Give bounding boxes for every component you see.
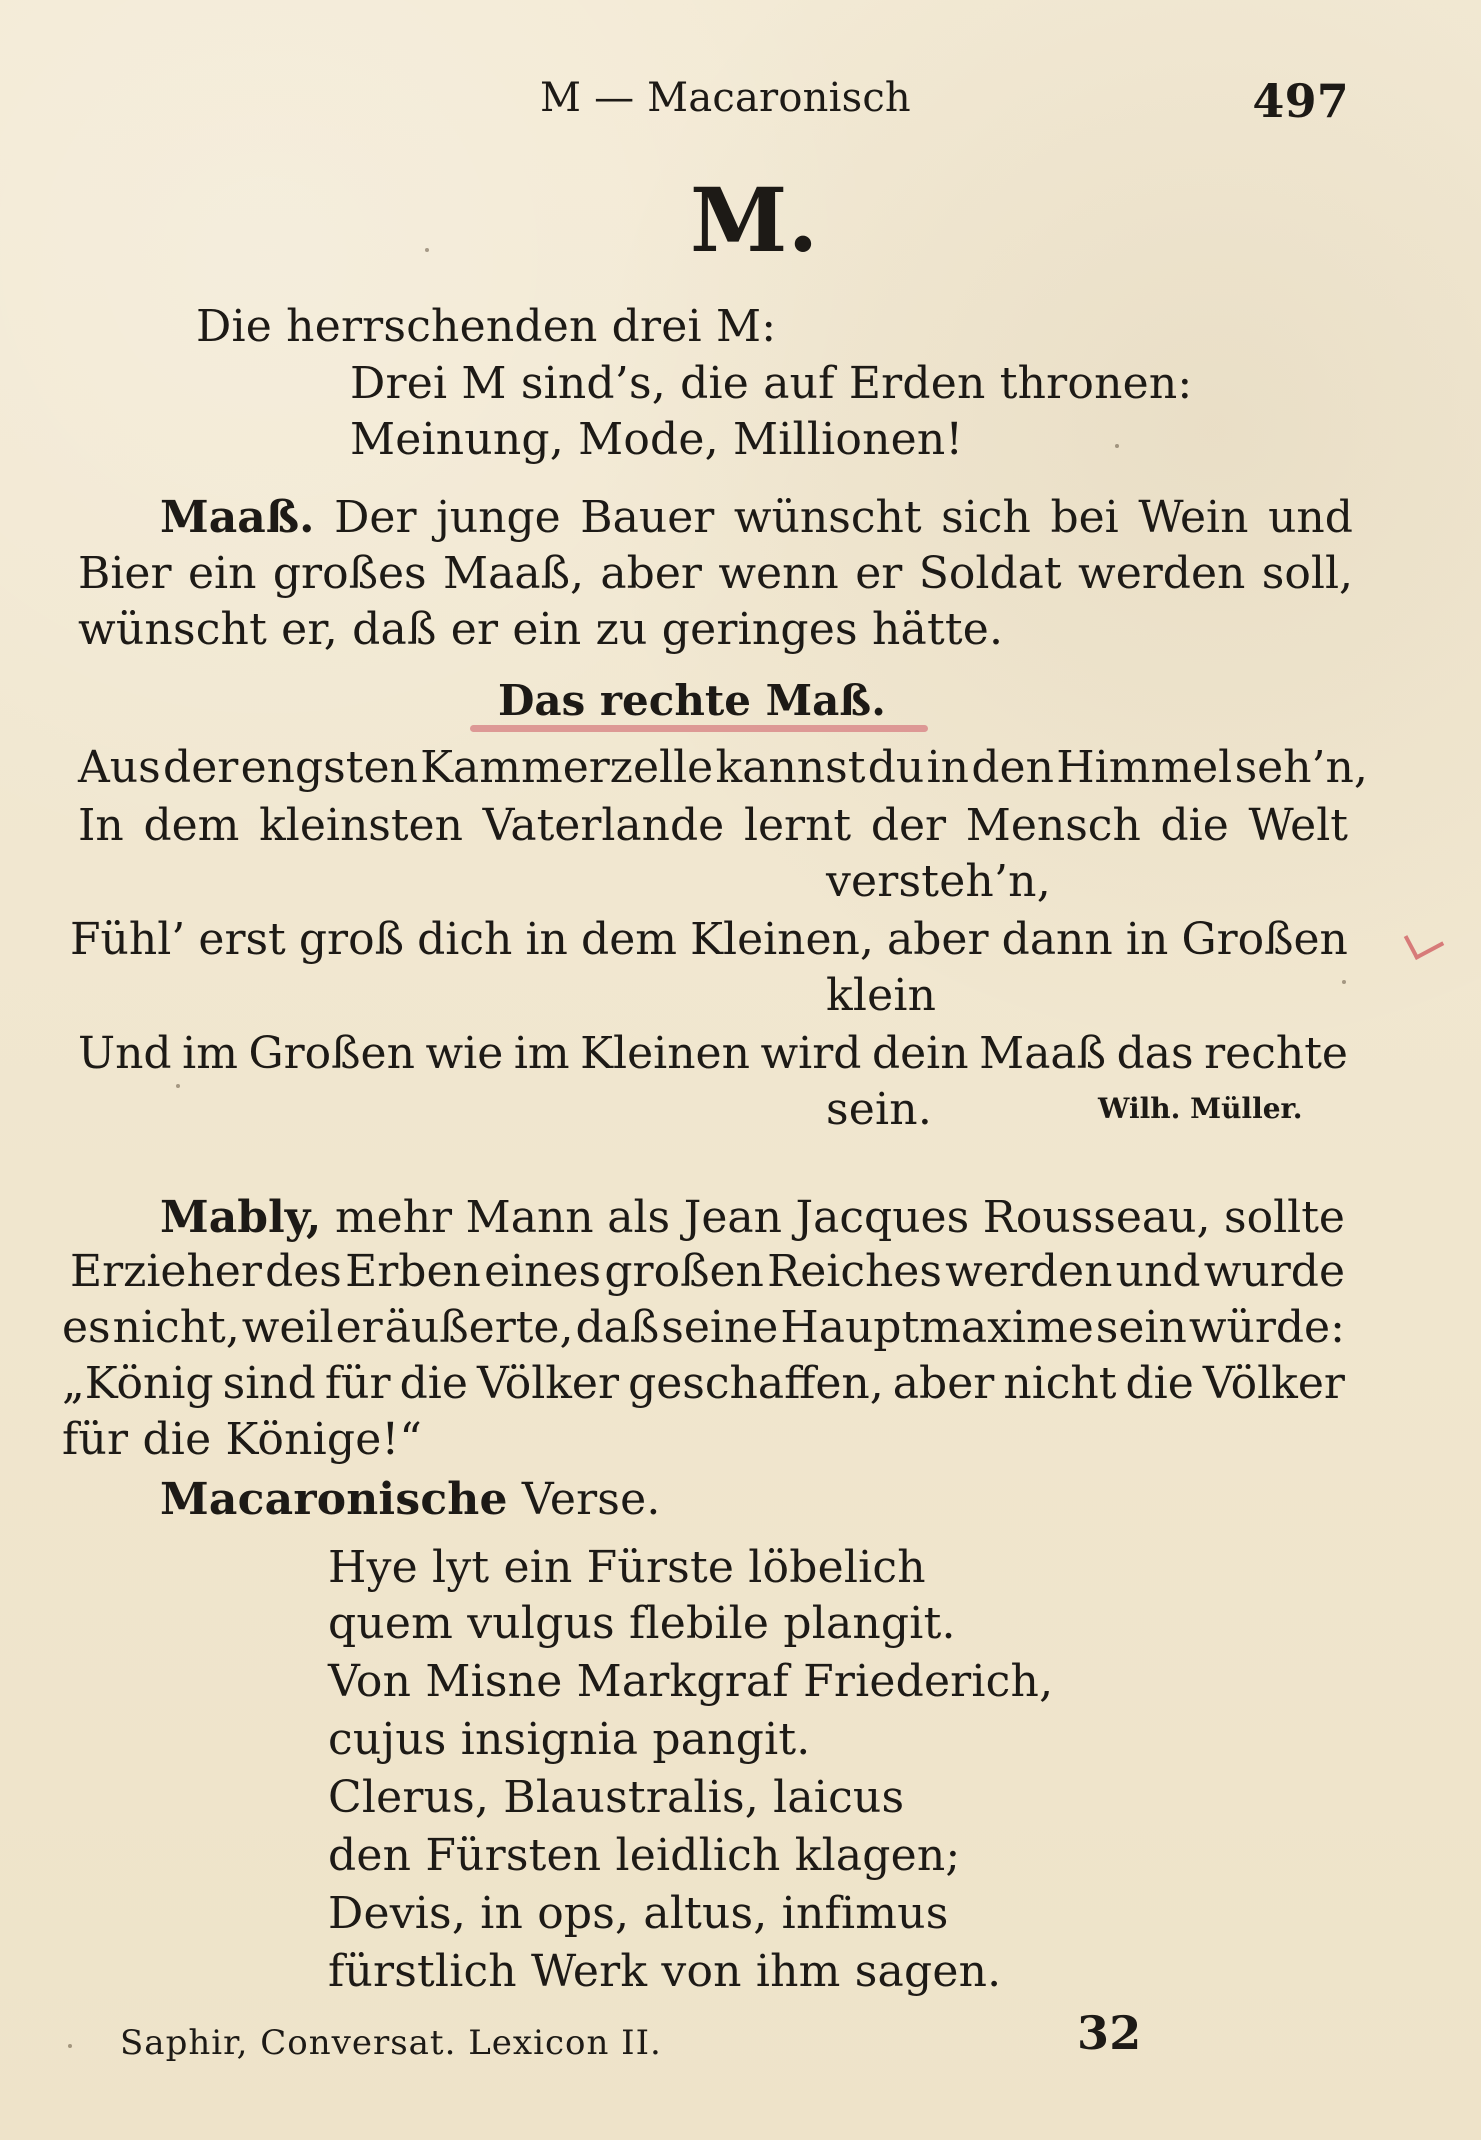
poem-word: In [78,800,124,851]
poem-word: Welt [1248,800,1348,851]
poem-word: Himmel [1056,742,1233,793]
poem-word: in [525,914,568,965]
poem-word: engsten [240,742,418,793]
macaronic-verse-1: Hye lyt ein Fürste löbelich [328,1542,926,1593]
mably-word: die [399,1358,468,1409]
poem-word: der [870,800,947,851]
mably-word: seine [661,1302,779,1353]
maass-word: sich [941,492,1031,543]
maass-word: Bier [78,548,172,599]
poem-word: rechte [1204,1028,1348,1079]
paper-speck [1342,980,1346,984]
poem-word: in [1125,914,1169,965]
mably-word: nicht, [112,1302,240,1353]
mably-word: er [335,1302,383,1353]
poem-word: kannst [715,742,866,793]
mably-word: Jean [683,1192,782,1243]
maass-word: er [855,548,903,599]
mably-word: sollte [1224,1192,1345,1243]
mably-word: für [324,1358,391,1409]
macaronic-verse-8: fürstlich Werk von ihm sagen. [328,1946,1002,1997]
poem-line-2 [78,800,1348,851]
mably-word: sind [222,1358,316,1409]
maass-word: Wein [1138,492,1249,543]
macaronic-verse-4: cujus insignia pangit. [328,1714,811,1765]
mably-word: es [62,1302,111,1353]
poem-word: in [926,742,970,793]
poem-word: der [163,742,239,793]
maass-line-2 [78,548,1353,599]
mably-word: nicht [1003,1358,1117,1409]
paper-speck [68,2044,72,2048]
poem-word: Mensch [965,800,1141,851]
poem-word: kleinsten [259,800,463,851]
maass-line-1 [160,492,1353,543]
running-header: M — Macaronisch [540,75,911,121]
maass-word: großes [272,548,427,599]
mably-word: Mann [465,1192,594,1243]
poem-word: Kleinen [580,1028,750,1079]
mably-word: als [607,1192,671,1243]
paper-speck [176,1084,180,1088]
poem-word: Und [78,1028,172,1079]
poem-word: Aus [78,742,161,793]
footer-source: Saphir, Conversat. Lexicon II. [120,2023,662,2063]
mably-word: Völker [476,1358,620,1409]
poem-title: Das rechte Maß. [498,676,886,725]
poem-word: im [182,1028,238,1079]
maass-word: Bauer [580,492,715,543]
mably-word: wurde [1203,1246,1345,1297]
mably-line-5: für die Könige!“ [62,1414,423,1465]
macaronic-verse-2: quem vulgus flebile plangit. [328,1598,956,1649]
macaronic-verse-6: den Fürsten leidlich klagen; [328,1830,961,1881]
poem-word: Kleinen, [690,914,874,965]
poem-line-2-continuation: versteh’n, [826,856,1051,907]
mably-word: Jacques [795,1192,970,1243]
maass-word: aber [600,548,702,599]
poem-word: wie [425,1028,504,1079]
poem-author: Wilh. Müller. [1098,1092,1303,1125]
mably-word: Hauptmaxime [780,1302,1094,1353]
poem-word: Vaterlande [482,800,725,851]
poem-word: groß [298,914,404,965]
maass-word: und [1268,492,1353,543]
macaronic-heading [160,1474,661,1525]
poem-word: Kammerzelle [420,742,714,793]
mably-word: und [1115,1246,1201,1297]
red-margin-mark [1404,922,1444,960]
mably-word: Mably, [160,1192,322,1243]
mably-line-3 [62,1302,1345,1353]
mably-word: Erzieher [70,1246,262,1297]
maass-word: Maaß. [160,492,315,543]
poem-word: Großen [248,1028,415,1079]
mably-word: mehr [334,1192,453,1243]
mably-word: sein [1095,1302,1187,1353]
poem-word: dem [581,914,677,965]
macaronic-verse-5: Clerus, Blaustralis, laicus [328,1772,905,1823]
poem-line-1 [78,742,1368,793]
poem-word: dich [417,914,513,965]
maass-word: werden [1078,548,1246,599]
poem-word: die [1160,800,1229,851]
poem-word: aber [887,914,989,965]
poem-word: du [867,742,925,793]
poem-word: Maaß [979,1028,1107,1079]
maass-line-3: wünscht er, daß er ein zu geringes hätte. [78,604,1004,655]
paper-speck [1115,444,1119,448]
mably-word: Völker [1202,1358,1345,1409]
mably-word: würde: [1188,1302,1345,1353]
mably-word: äußerte, [384,1302,574,1353]
mably-word: weil [241,1302,334,1353]
mably-word: eines [484,1246,602,1297]
intro-line-3: Meinung, Mode, Millionen! [350,414,964,465]
mably-word: daß [575,1302,660,1353]
red-pencil-underline [470,725,928,732]
poem-word: im [513,1028,570,1079]
intro-line-1: Die herrschenden drei M: [196,301,777,352]
macaronic-heading-bold: Macaronische [160,1474,508,1525]
poem-word: lernt [743,800,852,851]
mably-word: Erben [345,1246,481,1297]
maass-word: soll, [1261,548,1353,599]
poem-line-4-continuation: sein. [826,1084,933,1135]
poem-line-3-continuation: klein [826,970,937,1021]
mably-word: aber [892,1358,995,1409]
mably-word: geschaffen, [628,1358,884,1409]
poem-word: erst [198,914,286,965]
maass-word: ein [187,548,257,599]
maass-word: bei [1050,492,1119,543]
mably-word: „König [62,1358,214,1409]
mably-line-4 [62,1358,1345,1409]
macaronic-verse-7: Devis, in ops, altus, infimus [328,1888,949,1939]
maass-word: Soldat [918,548,1062,599]
mably-word: die [1125,1358,1194,1409]
mably-word: werden [945,1246,1113,1297]
macaronic-heading-rest: Verse. [521,1474,661,1525]
maass-word: junge [436,492,561,543]
maass-word: Maaß, [443,548,584,599]
poem-word: dem [143,800,240,851]
poem-word: wird [760,1028,862,1079]
mably-word: Rousseau, [982,1192,1211,1243]
poem-word: das [1116,1028,1194,1079]
mably-line-2 [70,1246,1345,1297]
page-number: 497 [1252,74,1349,128]
mably-word: großen [604,1246,764,1297]
footer-signature: 32 [1077,2006,1142,2060]
poem-word: seh’n, [1234,742,1368,793]
poem-word: dein [871,1028,969,1079]
section-letter: M. [690,168,819,272]
mably-word: des [265,1246,342,1297]
poem-word: den [971,742,1054,793]
intro-line-2: Drei M sind’s, die auf Erden thronen: [350,358,1193,409]
poem-word: Fühl’ [70,914,186,965]
paper-speck [425,248,429,252]
macaronic-verse-3: Von Misne Markgraf Friederich, [328,1656,1054,1707]
maass-word: Der [334,492,417,543]
poem-line-4 [78,1028,1348,1079]
maass-word: wenn [718,548,839,599]
poem-word: dann [1001,914,1113,965]
mably-line-1 [160,1192,1345,1243]
poem-line-3 [70,914,1348,965]
mably-word: Reiches [767,1246,942,1297]
poem-word: Großen [1181,914,1348,965]
maass-word: wünscht [733,492,922,543]
